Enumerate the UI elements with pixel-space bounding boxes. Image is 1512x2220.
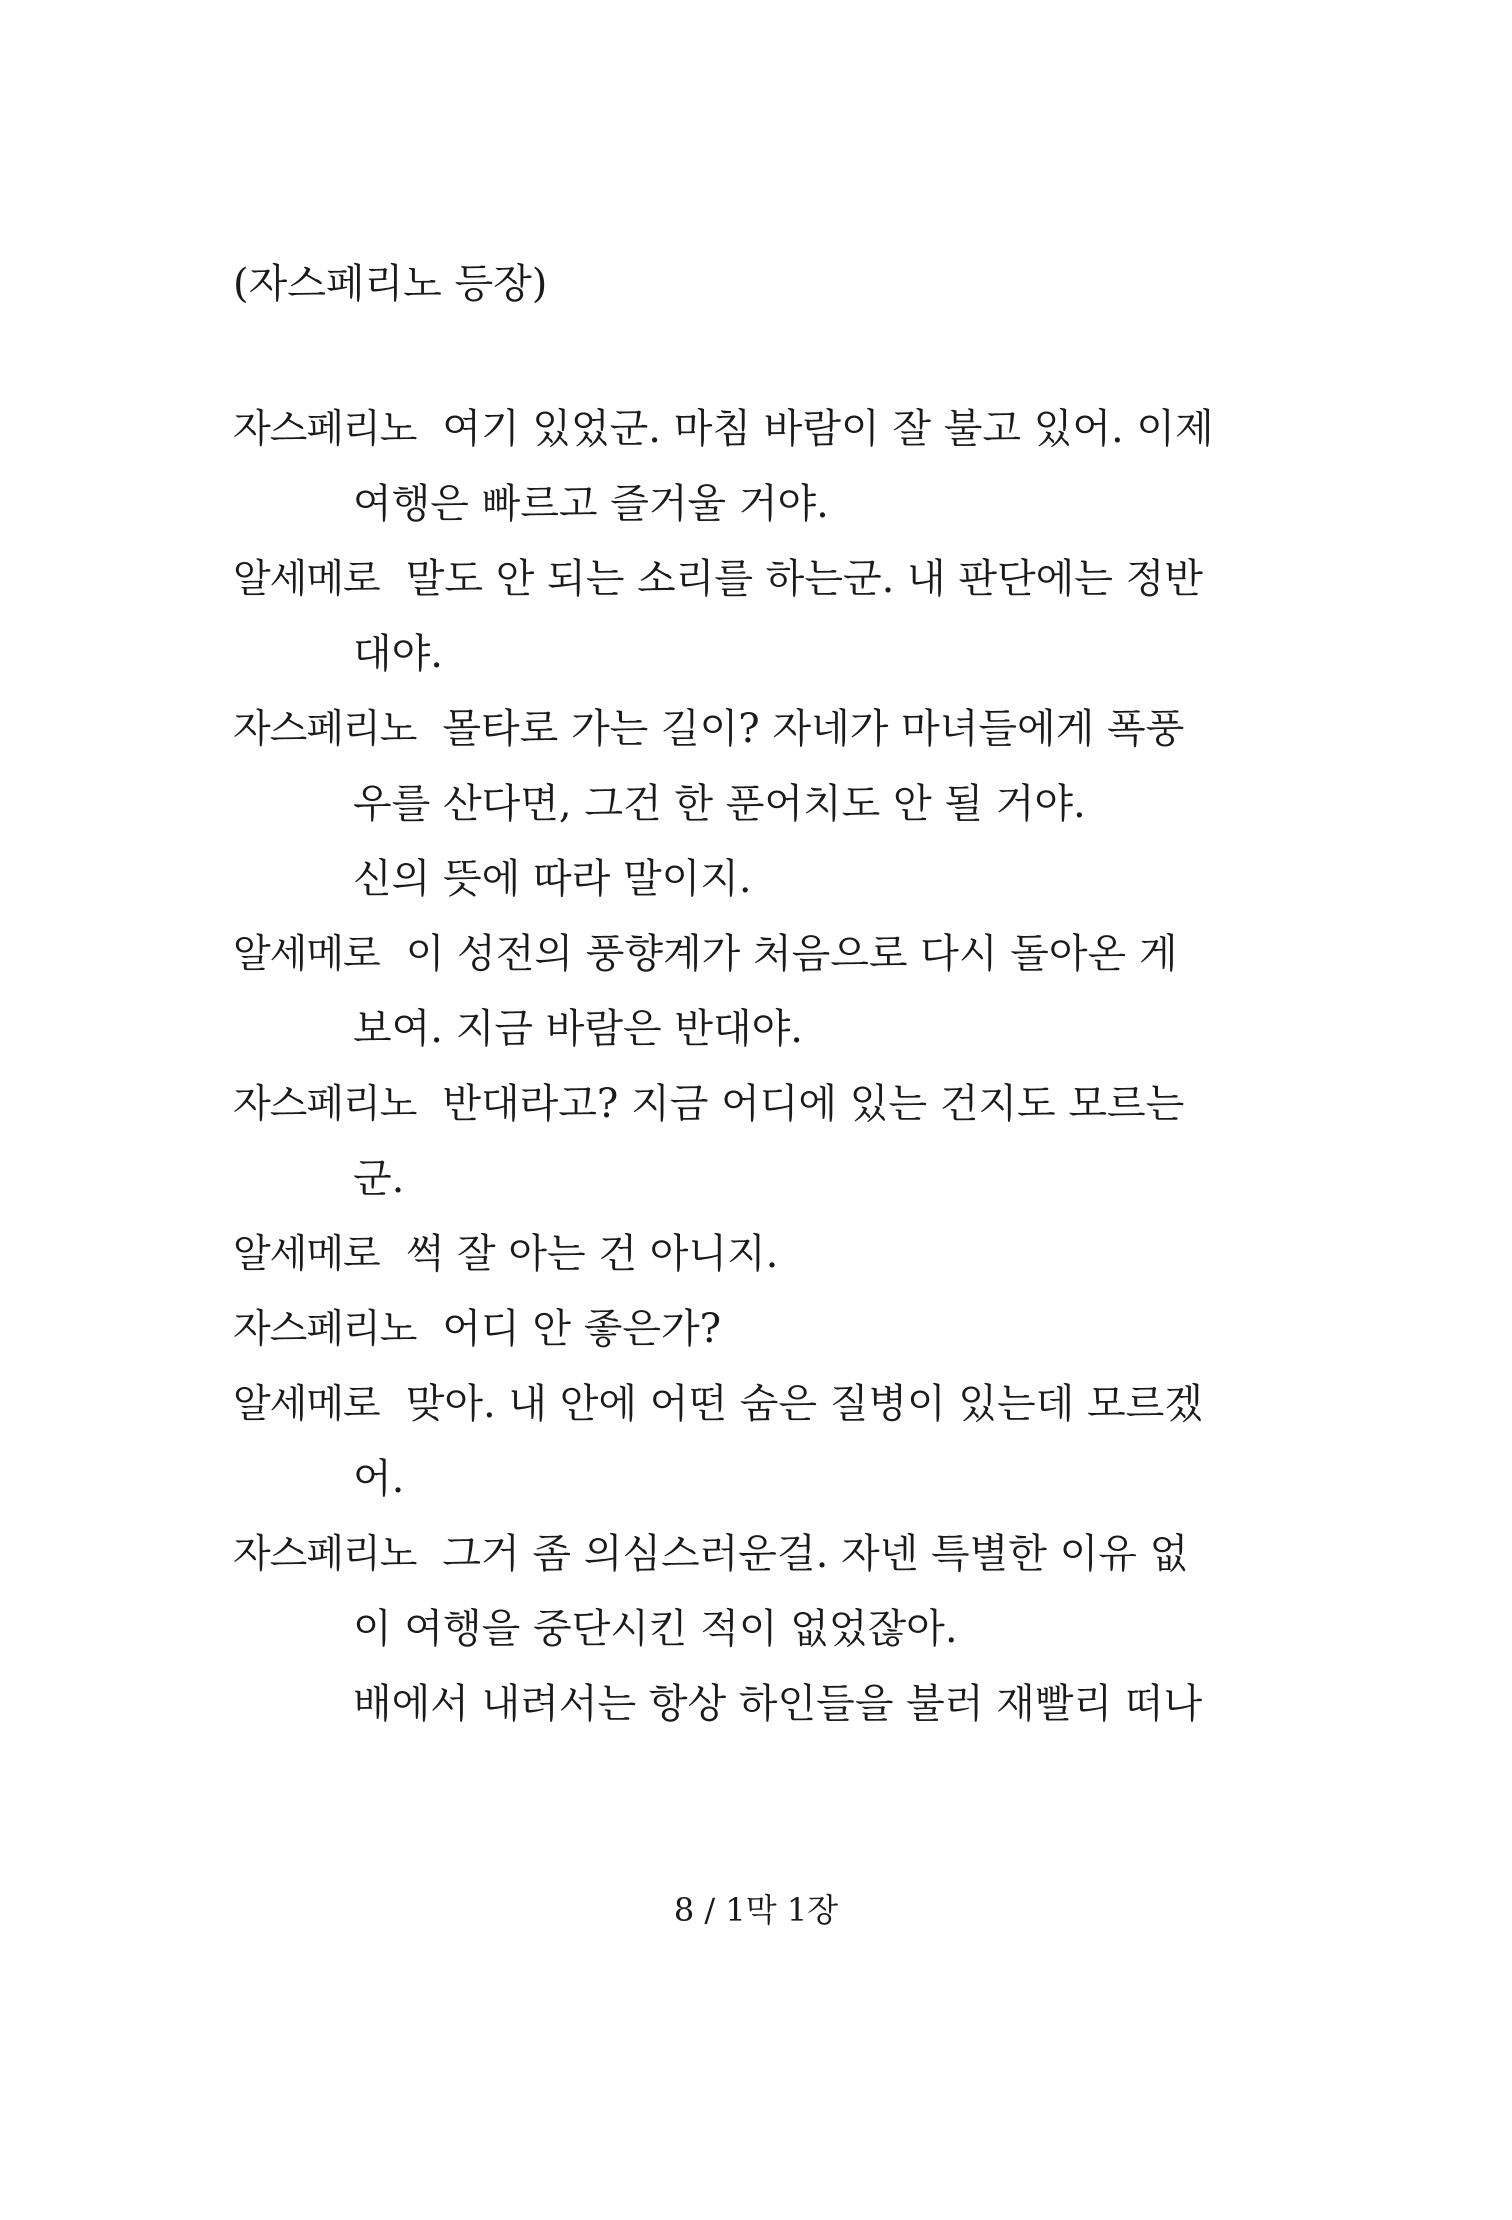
dialogue-text: 대야. [353,631,443,677]
dialogue-text: 배에서 내려서는 항상 하인들을 불러 재빨리 떠나 [353,1681,1203,1727]
dialogue-line [233,692,1243,767]
dialogue-text: 반대라고? 지금 어디에 있는 건지도 모르는 [442,1081,1185,1127]
dialogue-continuation [233,467,1243,542]
page-footer [0,1890,1512,1930]
dialogue-continuation [233,617,1243,692]
speaker-name: 자스페리노 [233,707,417,752]
dialogue-text: 이 여행을 중단시킨 적이 없었잖아. [353,1606,958,1652]
dialogue-text: 보여. 지금 바람은 반대야. [353,1006,803,1052]
dialogue-continuation [233,1442,1243,1517]
dialogue-text: 군. [353,1156,405,1202]
dialogue-line [233,1292,1243,1367]
dialogue-line [233,392,1243,467]
speaker-name: 자스페리노 [233,1307,417,1352]
dialogue-line [233,1067,1243,1142]
dialogue-continuation [233,767,1243,842]
dialogue-text: 이 성전의 풍향계가 처음으로 다시 돌아온 게 [405,931,1178,977]
dialogue-text: 어. [353,1456,405,1502]
section-label: 1막 1장 [725,1891,839,1929]
page-number: 8 [673,1891,695,1929]
dialogue-text: 여행은 빠르고 즐거울 거야. [353,481,829,527]
dialogue-text: 말도 안 되는 소리를 하는군. 내 판단에는 정반 [405,556,1203,602]
speaker-name: 자스페리노 [233,1082,417,1127]
dialogue-block [233,392,1243,1742]
dialogue-text: 여기 있었군. 마침 바람이 잘 불고 있어. 이제 [442,406,1214,452]
dialogue-text: 우를 산다면, 그건 한 푼어치도 안 될 거야. [353,781,1086,827]
speaker-name: 자스페리노 [233,407,417,452]
dialogue-text: 썩 잘 아는 건 아니지. [405,1231,779,1277]
dialogue-line [233,542,1243,617]
dialogue-continuation [233,1592,1243,1667]
speaker-name: 알세메로 [233,557,380,602]
dialogue-text: 신의 뜻에 따라 말이지. [353,856,752,902]
dialogue-line [233,1217,1243,1292]
dialogue-line [233,917,1243,992]
speaker-name: 알세메로 [233,1382,380,1427]
speaker-name: 알세메로 [233,1232,380,1277]
dialogue-continuation [233,992,1243,1067]
footer-separator: / [704,1891,716,1929]
dialogue-line [233,1367,1243,1442]
speaker-name: 알세메로 [233,932,380,977]
dialogue-text: 맞아. 내 안에 어떤 숨은 질병이 있는데 모르겠 [405,1381,1203,1427]
dialogue-line [233,1517,1243,1592]
dialogue-continuation [233,1667,1243,1742]
dialogue-text: 어디 안 좋은가? [442,1306,722,1352]
speaker-name: 자스페리노 [233,1532,417,1577]
stage-direction: (자스페리노 등장) [233,261,548,307]
dialogue-continuation [233,1142,1243,1217]
dialogue-continuation [233,842,1243,917]
dialogue-text: 그거 좀 의심스러운걸. 자넨 특별한 이유 없 [442,1531,1189,1577]
dialogue-text: 몰타로 가는 길이? 자네가 마녀들에게 폭풍 [442,706,1185,752]
